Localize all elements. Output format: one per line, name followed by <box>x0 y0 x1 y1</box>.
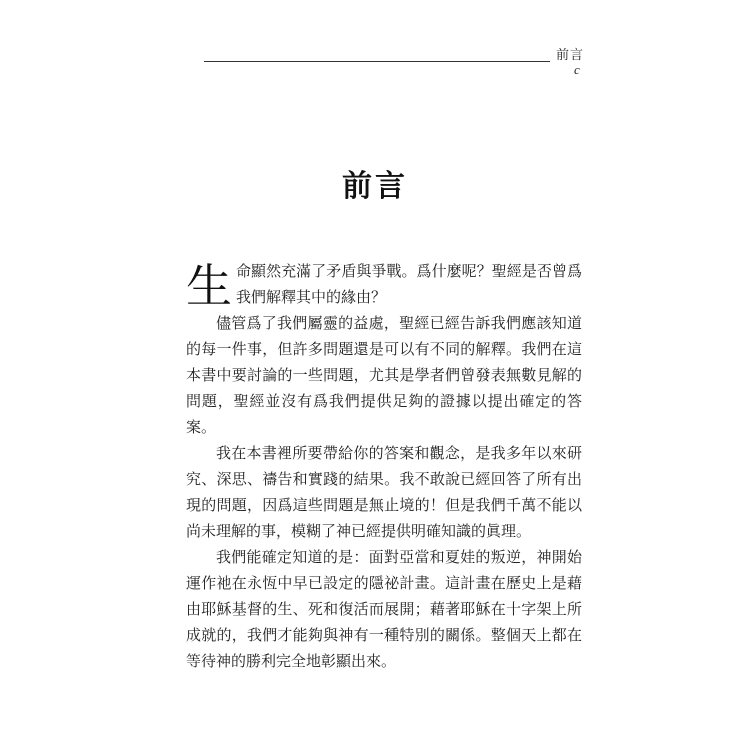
paragraph-1-text: 命顯然充滿了矛盾與爭戰。爲什麼呢？聖經是否曾爲我們解釋其中的緣由？ <box>236 262 582 306</box>
header-rule <box>204 61 550 62</box>
paragraph-2: 儘管爲了我們屬靈的益處，聖經已經告訴我們應該知道的每一件事，但許多問題還是可以有不同的解釋。我們在這本書中要討論的一些問題，尤其是學者們曾發表無數見解的問題，聖經並沒有爲我們提供足夠的證據以提出確定的答案。 <box>186 314 582 436</box>
running-head: 前言 <box>556 48 585 63</box>
chapter-title: 前言 <box>342 169 408 204</box>
paragraph-1 <box>186 258 582 313</box>
paragraph-3: 我在本書裡所要帶給你的答案和觀念，是我多年以來研究、深思、禱告和實踐的結果。我不敢說已經回答了所有出現的問題，因爲這些問題是無止境的！但是我們千萬不能以尚未理解的事，模糊了神已經提供明確知識的眞理。 <box>186 444 582 540</box>
body-text <box>186 258 582 674</box>
page-number: c <box>574 62 580 77</box>
paragraph-4: 我們能確定知道的是：面對亞當和夏娃的叛逆，神開始運作祂在永恆中早已設定的隱祕計畫。這計畫在歷史上是藉由耶穌基督的生、死和復活而展開；藉著耶穌在十字架上所成就的，我們才能夠與神有一種特別的關係。整個天上都在等待神的勝利完全地彰顯出來。 <box>186 548 582 670</box>
drop-cap: 生 <box>186 259 232 313</box>
